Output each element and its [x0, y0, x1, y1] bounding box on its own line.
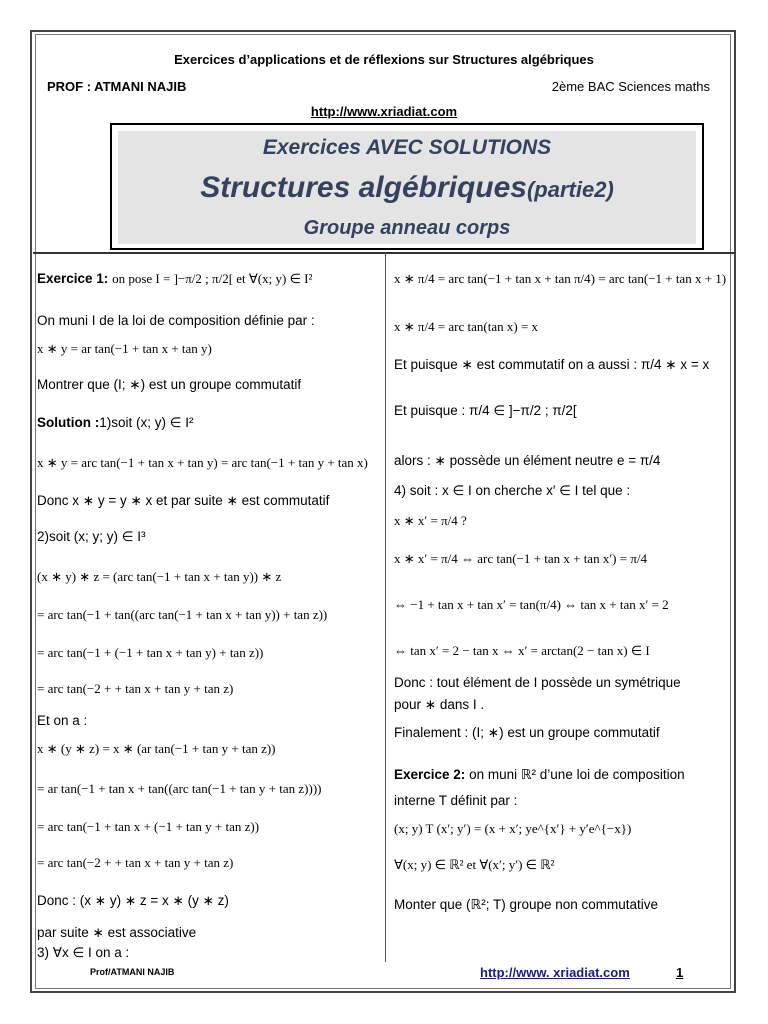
text-line: interne T définit par : — [394, 793, 518, 808]
text-line: Finalement : (I; ∗) est un groupe commutatif — [394, 725, 660, 740]
text-line: 4) soit : x ∈ I on cherche x′ ∈ I tel que : — [394, 483, 631, 498]
formula-line: = arc tan(−1 + tan x + (−1 + tan y + tan z)) — [37, 819, 260, 834]
document-title: Exercices d’applications et de réflexions sur Structures algébriques — [174, 52, 594, 67]
exercise-1-heading: Exercice 1: — [37, 271, 109, 286]
footer-link[interactable]: http://www. xriadiat.com — [480, 965, 630, 980]
formula-line: x ∗ y = ar tan(−1 + tan x + tan y) — [37, 341, 212, 356]
formula-line: = arc tan(−1 + (−1 + tan x + tan y) + tan z)) — [37, 645, 264, 660]
formula-line: x ∗ x′ = π/4 ? — [394, 513, 467, 528]
text-line: pour ∗ dans I . — [394, 697, 485, 712]
formula-line: = arc tan(−2 + + tan x + tan y + tan z) — [37, 855, 234, 870]
text-line: Et puisque ∗ est commutatif on a aussi : π/4 ∗ x = x — [394, 357, 710, 372]
banner-title-main: Structures algébriques — [200, 171, 527, 204]
banner-title — [118, 171, 696, 205]
formula-line: ⇔ −1 + tan x + tan x′ = tan(π/4) ⇔ tan x + tan x′ = 2 — [394, 597, 669, 612]
text-line: on muni ℝ² d’une loi de composition — [469, 767, 685, 782]
text-line: 2)soit (x; y; y) ∈ I³ — [37, 529, 146, 544]
formula-line: x ∗ π/4 = arc tan(−1 + tan x + tan π/4) = arc tan(−1 + tan x + 1) — [394, 271, 727, 286]
footer-author: Prof/ATMANI NAJIB — [90, 967, 175, 977]
formula-line: x ∗ π/4 = arc tan(tan x) = x — [394, 319, 539, 334]
formula-line: = ar tan(−1 + tan x + tan((arc tan(−1 + tan y + tan z)))) — [37, 781, 322, 796]
text-line: Donc : (x ∗ y) ∗ z = x ∗ (y ∗ z) — [37, 893, 229, 908]
column-divider — [385, 252, 386, 962]
text-line: Donc : tout élément de I possède un symétrique — [394, 675, 681, 690]
exercise-1-line — [37, 270, 312, 288]
banner-title-part: (partie2) — [526, 177, 614, 202]
formula-line: (x; y) T (x′; y′) = (x + x′; ye^{x′} + y′e^{−x}) — [394, 821, 632, 836]
author-label: PROF : ATMANI NAJIB — [47, 79, 187, 94]
formula-line: x ∗ (y ∗ z) = x ∗ (ar tan(−1 + tan y + tan z)) — [37, 741, 276, 756]
banner-topics: Groupe anneau corps — [303, 217, 511, 239]
text-line: Et on a : — [37, 713, 88, 728]
formula-line: = arc tan(−2 + + tan x + tan y + tan z) — [37, 681, 234, 696]
formula-line: ⇔ tan x′ = 2 − tan x ⇔ x′ = arctan(2 − tan x) ∈ I — [394, 643, 650, 658]
formula-line: x ∗ y = arc tan(−1 + tan x + tan y) = arc tan(−1 + tan y + tan x) — [37, 455, 368, 470]
exercise-2-heading: Exercice 2: — [394, 767, 466, 782]
solution-heading: Solution : — [37, 415, 100, 430]
class-label: 2ème BAC Sciences maths — [551, 79, 710, 94]
text-line: 3) ∀x ∈ I on a : — [37, 945, 130, 960]
text-line: Et puisque : π/4 ∈ ]−π/2 ; π/2[ — [394, 403, 577, 418]
formula-line: x ∗ x′ = π/4 ⇔ arc tan(−1 + tan x + tan x′) = π/4 — [394, 551, 648, 566]
text-line: alors : ∗ possède un élément neutre e = π/4 — [394, 453, 661, 468]
text-line: Donc x ∗ y = y ∗ x et par suite ∗ est commutatif — [37, 493, 330, 508]
banner — [118, 131, 696, 244]
exercise-2-line — [394, 766, 685, 784]
page-number: 1 — [676, 965, 684, 980]
solution-line — [37, 414, 194, 432]
formula-line: = arc tan(−1 + tan((arc tan(−1 + tan x + tan y)) + tan z)) — [37, 607, 328, 622]
text-line: par suite ∗ est associative — [37, 925, 197, 940]
text-line: On muni I de la loi de composition définie par : — [37, 313, 315, 328]
text-line: 1)soit (x; y) ∈ I² — [99, 415, 194, 430]
formula-line: ∀(x; y) ∈ ℝ² et ∀(x′; y′) ∈ ℝ² — [394, 857, 555, 872]
text-line: Monter que (ℝ²; T) groupe non commutative — [394, 897, 659, 912]
website-link[interactable]: http://www.xriadiat.com — [310, 104, 458, 119]
text-line: on pose I = ]−π/2 ; π/2[ et ∀(x; y) ∈ I² — [112, 271, 313, 286]
section-divider — [33, 252, 735, 254]
formula-line: (x ∗ y) ∗ z = (arc tan(−1 + tan x + tan y)) ∗ z — [37, 569, 282, 584]
banner-subtitle: Exercices AVEC SOLUTIONS — [262, 136, 552, 159]
text-line: Montrer que (I; ∗) est un groupe commutatif — [37, 377, 302, 392]
